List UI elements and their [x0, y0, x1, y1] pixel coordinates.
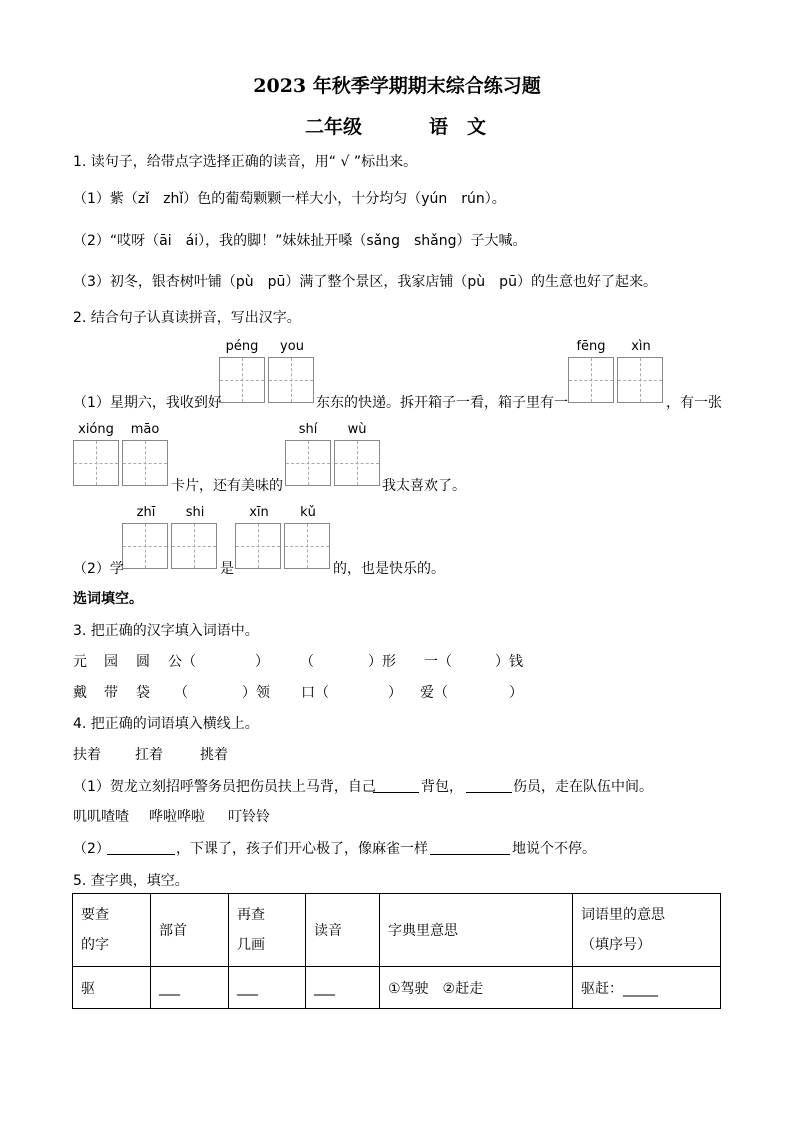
writing-grid[interactable] [122, 440, 168, 486]
pinyin: péng [225, 339, 259, 354]
writing-grid[interactable] [122, 523, 168, 569]
header-text: 几画 [237, 937, 265, 953]
q2-line-3b: 是 [220, 561, 234, 577]
pinyin: xióng [78, 422, 114, 437]
q4-sentence-1a: （1）贺龙立刻招呼警务员把伤员扶上马背，自己 [73, 779, 376, 795]
q2-line-2a: 卡片，还有美味的 [171, 478, 283, 494]
q1-sentence-3: （3）初冬，银杏树叶铺（pù pū）满了整个景区，我家店铺（pù pū）的生意也好了起来。 [73, 274, 657, 290]
pinyin: you [280, 339, 304, 354]
q3-prompt: 3. 把正确的汉字填入词语中。 [73, 623, 259, 639]
pinyin: māo [130, 422, 160, 437]
q3-word: 公（ [168, 654, 196, 670]
q1-prompt: 1. 读句子，给带点字选择正确的读音，用“ √ ”标出来。 [73, 154, 418, 170]
header-cell [573, 894, 721, 967]
q4-word: 叽叽喳喳 [73, 809, 129, 825]
header-cell [73, 894, 151, 967]
q1-sentence-1: （1）紫（zǐ zhǐ）色的葡萄颗颗一样大小，十分均匀（yún rún）。 [73, 191, 506, 207]
writing-grid[interactable] [171, 523, 217, 569]
q4-word: 哗啦哗啦 [149, 809, 205, 825]
q4-sentence-1b: 背包， [421, 779, 463, 795]
q3-word: 口（ [301, 685, 329, 701]
pinyin: shi [185, 505, 205, 520]
q2-line-1b: 东东的快递。拆开箱子一看，箱子里有一 [316, 395, 568, 411]
q4-word: 挑着 [200, 747, 228, 763]
q4-sentence-2b: ，下课了，孩子们开心极了，像麻雀一样 [176, 841, 428, 857]
answer-blank[interactable] [430, 854, 510, 855]
q3-word[interactable]: ） [255, 654, 269, 670]
cell-blank[interactable]: ___ [229, 967, 306, 1009]
answer-blank[interactable] [466, 792, 512, 793]
cell-blank[interactable]: ___ [151, 967, 229, 1009]
cell-word-meaning[interactable]: 驱赶：_____ [573, 967, 721, 1009]
q3-word: （ [174, 685, 188, 701]
q2-prompt: 2. 结合句子认真读拼音，写出汉字。 [73, 310, 301, 326]
pinyin: xīn [249, 505, 269, 520]
q3-char: 带 [104, 685, 118, 701]
writing-grid[interactable] [73, 440, 119, 486]
table-row [73, 967, 721, 1009]
header-cell: 部首 [151, 894, 229, 967]
writing-grid[interactable] [268, 357, 314, 403]
header-text: 要查 [81, 907, 109, 923]
writing-grid[interactable] [285, 440, 331, 486]
writing-grid[interactable] [284, 523, 330, 569]
q4-word: 扛着 [135, 747, 163, 763]
q2-line-1a: （1）星期六，我收到好 [73, 395, 222, 411]
subject-label: 语 文 [429, 116, 487, 138]
q2-line-1c: ，有一张 [666, 395, 722, 411]
q4-prompt: 4. 把正确的词语填入横线上。 [73, 716, 259, 732]
pinyin: shí [298, 422, 318, 437]
q3-char: 圆 [136, 654, 150, 670]
q1-sentence-2: （2）“哎呀（āi ái），我的脚！”妹妹扯开嗓（sǎng shǎng）子大喊。 [73, 233, 527, 249]
pinyin: fēng [576, 339, 606, 354]
q5-prompt: 5. 查字典，填空。 [73, 873, 189, 889]
q4-word: 扶着 [73, 747, 101, 763]
q2-line-3c: 的，也是快乐的。 [333, 561, 445, 577]
answer-blank[interactable] [373, 792, 419, 793]
q3-char: 元 [73, 654, 87, 670]
writing-grid[interactable] [568, 357, 614, 403]
q3-char: 袋 [136, 685, 150, 701]
q3-word: ） [509, 685, 523, 701]
cell-meanings: ①驾驶 ②赶走 [380, 967, 573, 1009]
pinyin: zhī [136, 505, 156, 520]
q4-word: 叮铃铃 [228, 809, 270, 825]
header-text: 词语里的意思 [581, 907, 665, 923]
q4-sentence-2a: （2） [73, 841, 110, 857]
writing-grid[interactable] [334, 440, 380, 486]
dictionary-table [72, 893, 721, 1009]
cell-char: 驱 [73, 967, 151, 1009]
grade-label: 二年级 [305, 116, 363, 138]
writing-grid[interactable] [219, 357, 265, 403]
header-text: （填序号） [581, 937, 651, 953]
header-cell: 读音 [306, 894, 380, 967]
section-heading: 选词填空。 [73, 591, 143, 607]
q4-sentence-1c: 伤员，走在队伍中间。 [513, 779, 653, 795]
header-cell: 字典里意思 [380, 894, 573, 967]
answer-blank[interactable] [107, 854, 175, 855]
header-text: 再查 [237, 907, 265, 923]
q3-char: 戴 [73, 685, 87, 701]
pinyin: xìn [631, 339, 651, 354]
q3-word: ） [388, 685, 402, 701]
q2-line-2b: 我太喜欢了。 [382, 478, 466, 494]
header-cell [229, 894, 306, 967]
writing-grid[interactable] [617, 357, 663, 403]
q3-char: 园 [104, 654, 118, 670]
pinyin: kǔ [300, 505, 316, 520]
cell-blank[interactable]: ___ [306, 967, 380, 1009]
q3-word[interactable]: （ [300, 654, 314, 670]
pinyin: wù [347, 422, 367, 437]
q3-word: ）领 [242, 685, 270, 701]
q3-word: 爱（ [420, 685, 448, 701]
q4-sentence-2c: 地说个不停。 [512, 841, 596, 857]
header-text: 的字 [81, 937, 109, 953]
q3-word: 一（ [424, 654, 452, 670]
table-header-row [73, 894, 721, 967]
writing-grid[interactable] [235, 523, 281, 569]
q3-word: ）形 [368, 654, 396, 670]
page-title: 2023 年秋季学期期末综合练习题 [253, 75, 541, 97]
q3-word: ）钱 [495, 654, 523, 670]
q2-line-3a: （2）学 [73, 561, 124, 577]
